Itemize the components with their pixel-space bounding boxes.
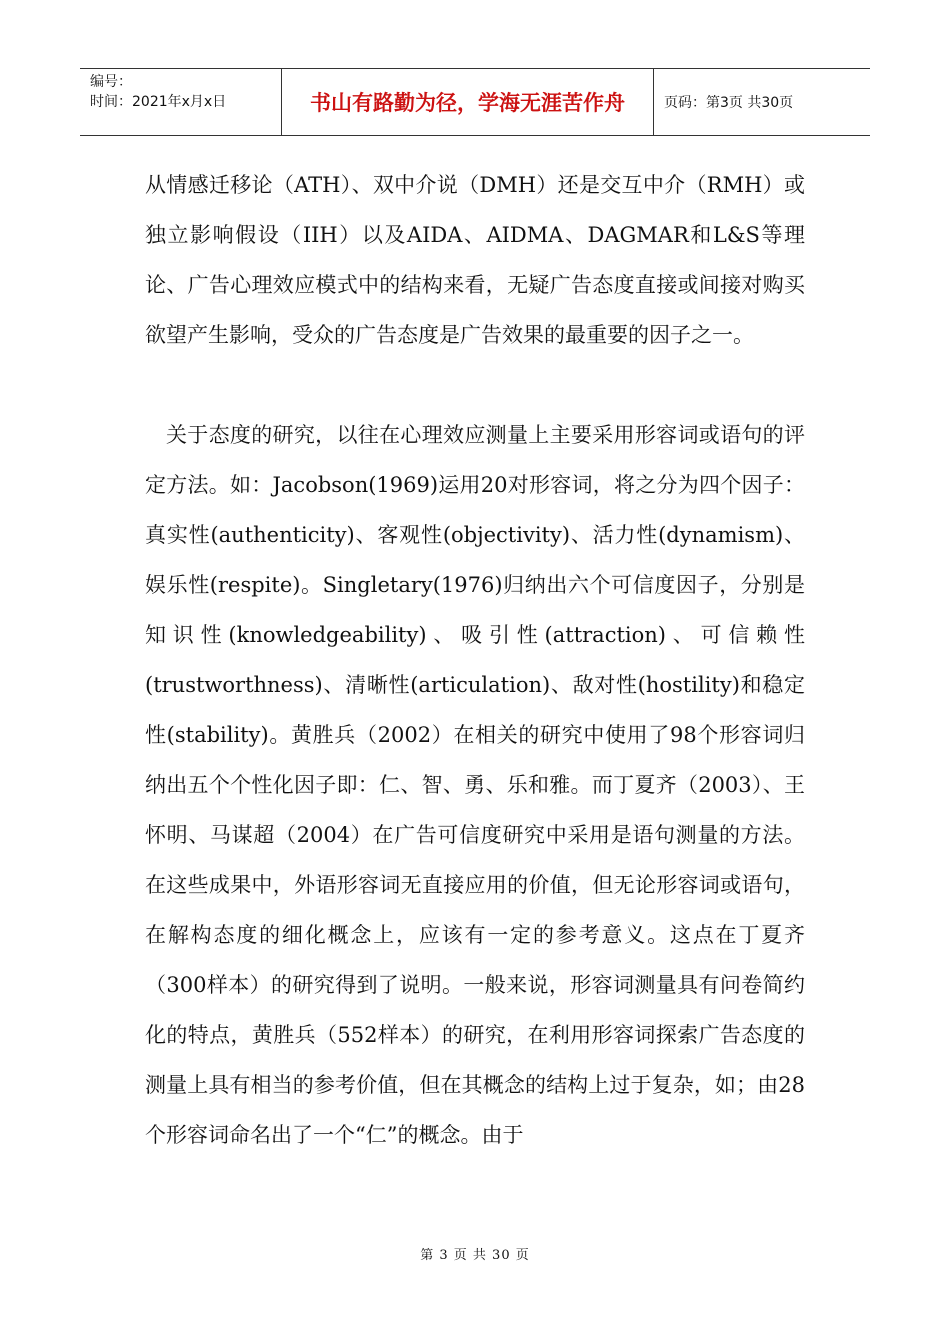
- page-footer: 第 3 页 共 30 页: [420, 1248, 530, 1263]
- header-meta: [80, 69, 282, 135]
- paragraph: 关于态度的研究，以往在心理效应测量上主要采用形容词或语句的评定方法。如：Jacobson(1969)运用20对形容词，将之分为四个因子：真实性(authenticity)、客观性(objectivity)、活力性(dynamism)、娱乐性(respite)。Singletary(1976)归纳出六个可信度因子，分别是知识性(knowledgeability)、吸引性(attraction)、可信赖性(trustworthness)、清晰性(articulation)、敌对性(hostility)和稳定性(stability)。黄胜兵（2002）在相关的研究中使用了98个形容词归纳出五个个性化因子即：仁、智、勇、乐和雅。而丁夏齐（2003）、王怀明、马谋超（2004）在广告可信度研究中采用是语句测量的方法。在这些成果中，外语形容词无直接应用的价值，但无论形容词或语句，在解构态度的细化概念上，应该有一定的参考意义。这点在丁夏齐（300样本）的研究得到了说明。一般来说，形容词测量具有问卷简约化的特点，黄胜兵（552样本）的研究，在利用形容词探索广告态度的测量上具有相当的参考价值，但在其概念的结构上过于复杂，如；由28个形容词命名出了一个“仁”的概念。由于: [145, 423, 805, 1147]
- paragraph: 从情感迁移论（ATH）、双中介说（DMH）还是交互中介（RMH）或独立影响假设（IIH）以及AIDA、AIDMA、DAGMAR和L&S等理论、广告心理效应模式中的结构来看，无疑广告态度直接或间接对购买欲望产生影响，受众的广告态度是广告效果的最重要的因子之一。: [145, 173, 805, 347]
- document-number-label: 编号：: [90, 74, 132, 90]
- header-page-info: 页码：第3页 共30页: [664, 95, 794, 111]
- document-time-label: 时间：2021年x月x日: [90, 94, 227, 110]
- document-body: [145, 160, 805, 1160]
- page-header: [80, 68, 870, 136]
- header-motto: 书山有路勤为径，学海无涯苦作舟: [282, 69, 654, 135]
